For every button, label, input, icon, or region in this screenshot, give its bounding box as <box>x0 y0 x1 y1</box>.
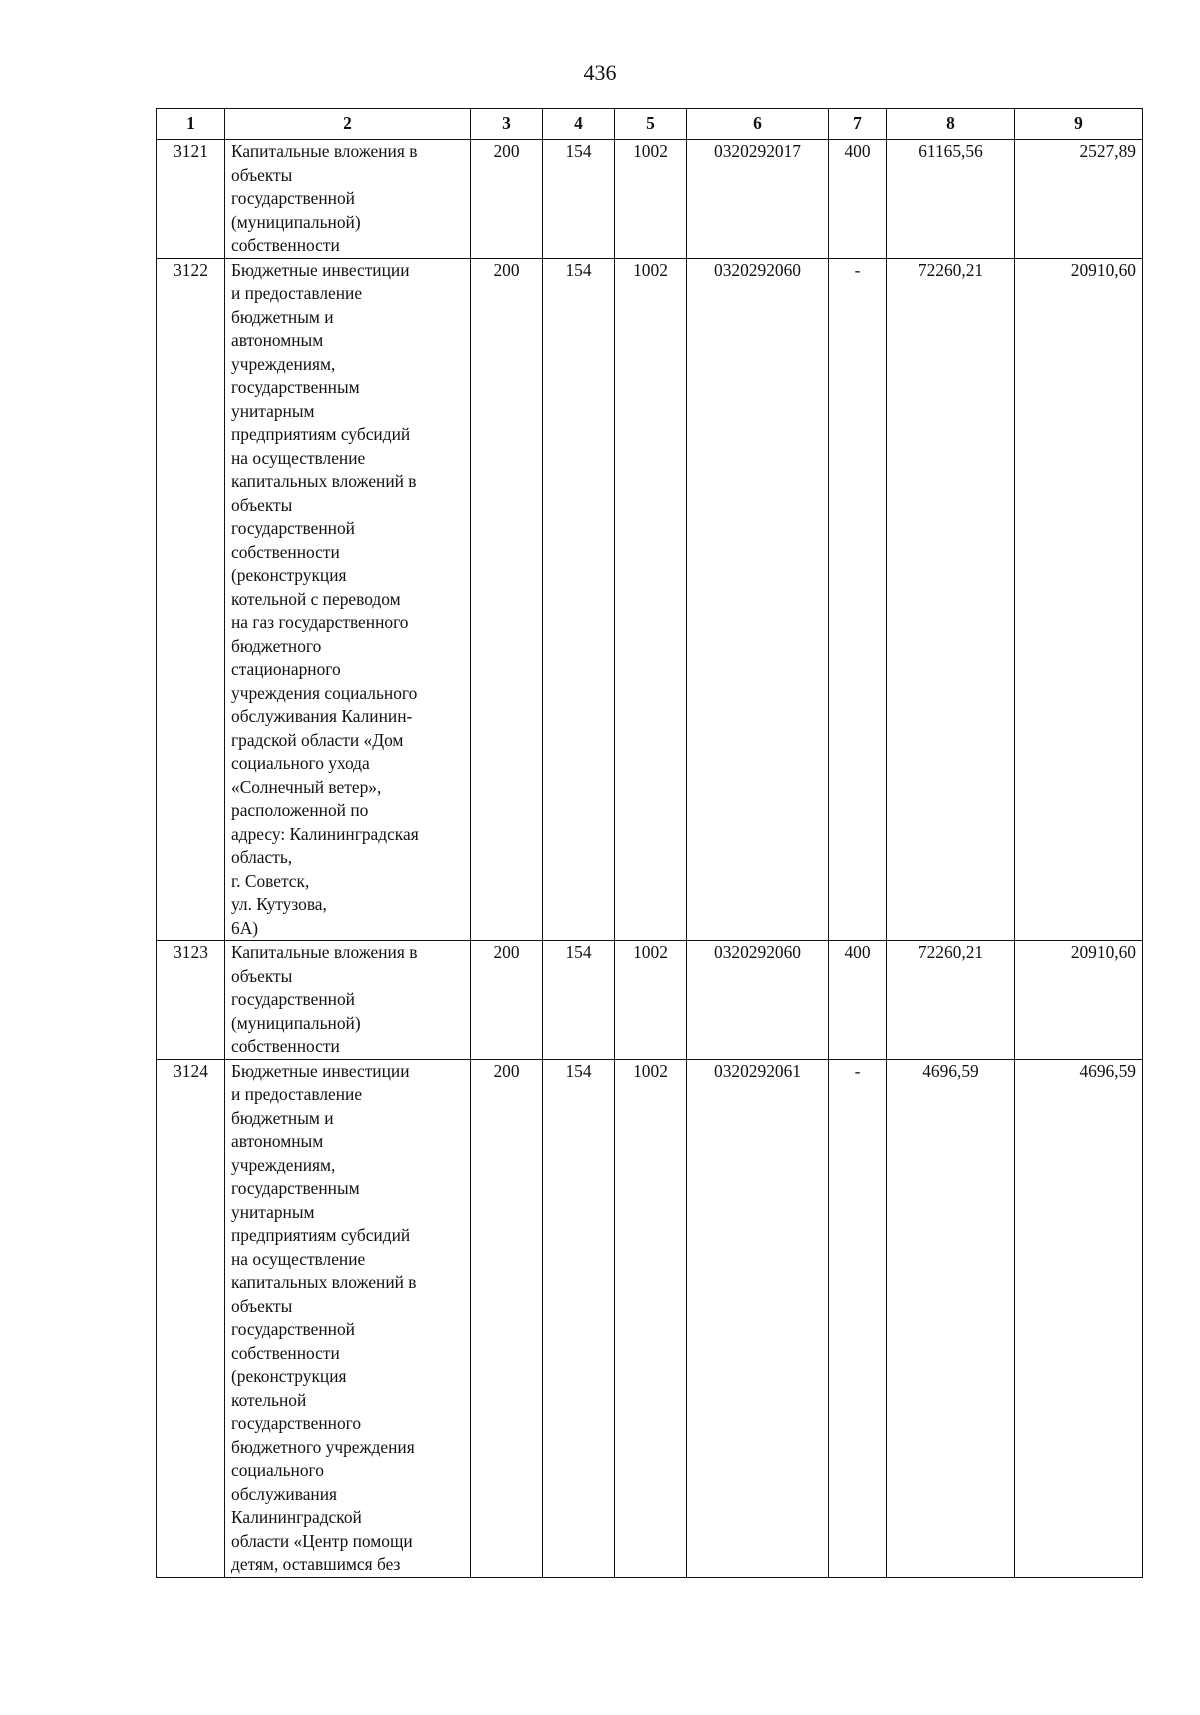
col-5-value: 1002 <box>615 140 687 259</box>
row-number: 3124 <box>157 1059 225 1577</box>
header-cell: 8 <box>887 109 1015 140</box>
header-cell: 7 <box>829 109 887 140</box>
col-3-value: 200 <box>471 140 543 259</box>
page-number: 436 <box>583 60 617 85</box>
header-row <box>157 109 1143 140</box>
row-number: 3122 <box>157 258 225 941</box>
col-6-value: 0320292060 <box>687 941 829 1060</box>
col-7-value: 400 <box>829 140 887 259</box>
col-5-value: 1002 <box>615 258 687 941</box>
header-cell: 2 <box>225 109 471 140</box>
header-cell: 1 <box>157 109 225 140</box>
col-9-value: 20910,60 <box>1015 258 1143 941</box>
header-cell: 3 <box>471 109 543 140</box>
col-7-value: - <box>829 258 887 941</box>
col-4-value: 154 <box>543 941 615 1060</box>
budget-table <box>156 108 1143 1578</box>
col-5-value: 1002 <box>615 1059 687 1577</box>
header-cell: 6 <box>687 109 829 140</box>
col-3-value: 200 <box>471 258 543 941</box>
col-8-value: 61165,56 <box>887 140 1015 259</box>
header-cell: 9 <box>1015 109 1143 140</box>
table-row <box>157 1059 1143 1577</box>
header-cell: 5 <box>615 109 687 140</box>
col-4-value: 154 <box>543 1059 615 1577</box>
col-8-value: 72260,21 <box>887 941 1015 1060</box>
col-9-value: 2527,89 <box>1015 140 1143 259</box>
row-number: 3123 <box>157 941 225 1060</box>
col-3-value: 200 <box>471 941 543 1060</box>
col-7-value: 400 <box>829 941 887 1060</box>
table-row <box>157 941 1143 1060</box>
col-6-value: 0320292061 <box>687 1059 829 1577</box>
col-5-value: 1002 <box>615 941 687 1060</box>
row-description: Капитальные вложения в объекты государственной (муниципальной) собственности <box>225 140 471 259</box>
col-9-value: 20910,60 <box>1015 941 1143 1060</box>
col-8-value: 72260,21 <box>887 258 1015 941</box>
col-6-value: 0320292060 <box>687 258 829 941</box>
row-description: Бюджетные инвестиции и предоставление бюджетным и автономным учреждениям, государственным унитарным предприятиям субсидий на осуществление капитальных вложений в объекты государственной собственности (реконструкция котельной с переводом на газ государственного бюджетного стационарного учреждения социального обслуживания Калинин- градской области «Дом социального ухода «Солнечный ветер», расположенной по адресу: Калининградская область, г. Советск, ул. Кутузова, 6А) <box>225 258 471 941</box>
row-description: Бюджетные инвестиции и предоставление бюджетным и автономным учреждениям, государственным унитарным предприятиям субсидий на осуществление капитальных вложений в объекты государственной собственности (реконструкция котельной государственного бюджетного учреждения социального обслуживания Калининградской области «Центр помощи детям, оставшимся без <box>225 1059 471 1577</box>
table-row <box>157 258 1143 941</box>
row-number: 3121 <box>157 140 225 259</box>
col-4-value: 154 <box>543 140 615 259</box>
table-row <box>157 140 1143 259</box>
col-4-value: 154 <box>543 258 615 941</box>
col-9-value: 4696,59 <box>1015 1059 1143 1577</box>
col-7-value: - <box>829 1059 887 1577</box>
header-cell: 4 <box>543 109 615 140</box>
col-3-value: 200 <box>471 1059 543 1577</box>
col-6-value: 0320292017 <box>687 140 829 259</box>
row-description: Капитальные вложения в объекты государственной (муниципальной) собственности <box>225 941 471 1060</box>
col-8-value: 4696,59 <box>887 1059 1015 1577</box>
